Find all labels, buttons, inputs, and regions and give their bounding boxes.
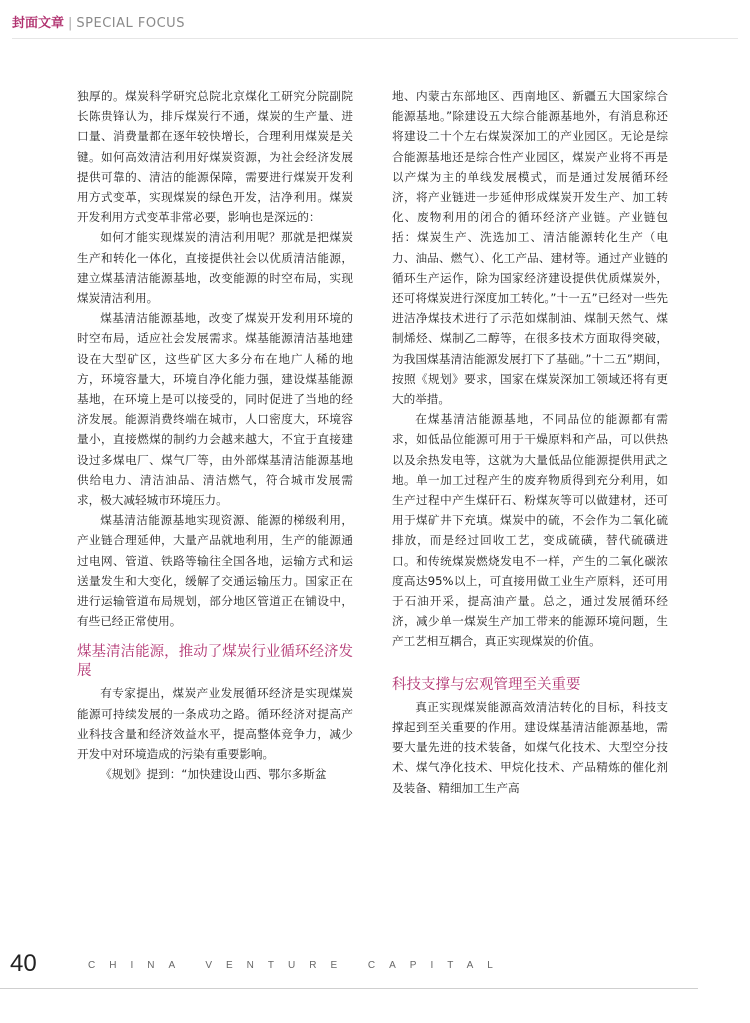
left-column <box>77 86 353 785</box>
header-rule <box>12 38 738 39</box>
paragraph: 有专家提出，煤炭产业发展循环经济是实现煤炭能源可持续发展的一条成功之路。循环经济对提高产业科技含量和经济效益水平，提高整体竞争力，减少开发中对环境造成的污染有重要影响。 <box>77 686 353 762</box>
right-column <box>392 86 668 798</box>
paragraph: 如何才能实现煤炭的清洁利用呢？那就是把煤炭生产和转化一体化，直接提供社会以优质清洁能源，建立煤基清洁能源基地，改变能源的时空布局，实现煤炭清洁利用。 <box>77 230 353 306</box>
magazine-tagline: CHINA VENTURE CAPITAL <box>88 960 507 971</box>
section-title-cn: 封面文章 <box>12 16 65 31</box>
section-title-en: SPECIAL FOCUS <box>76 16 185 31</box>
paragraph: 独厚的。煤炭科学研究总院北京煤化工研究分院副院长陈贵锋认为，排斥煤炭行不通，煤炭的生产量、进口量、消费量都在逐年较快增长，合理利用煤炭是关键。如何高效清洁利用好煤炭资源，为社会经济发展提供可靠的、清洁的能源保障，需要进行煤炭开发利用方式变革，实现煤炭的绿色开发，洁净利用。煤炭开发利用方式变革非常必要，影响也是深远的： <box>77 89 353 225</box>
paragraph: 煤基清洁能源基地，改变了煤炭开发利用环境的时空布局，适应社会发展需求。煤基能源清洁基地建设在大型矿区，这些矿区大多分布在地广人稀的地方，环境容量大，环境自净化能力强，建设煤基能源基地，在环境上是可以接受的，同时促进了当地的经济发展。能源消费终端在城市，人口密度大，环境容量小，直接燃煤的制约力会越来越大，不宜于直接建设过多煤电厂、煤气厂等，由外部煤基清洁能源基地供给电力、清洁油品、清洁燃气，符合城市发展需求，极大减轻城市环境压力。 <box>77 311 353 508</box>
paragraph: 在煤基清洁能源基地，不同品位的能源都有需求，如低品位能源可用于干燥原料和产品，可以供热以及余热发电等，这就为大量低品位能源提供用武之地。单一加工过程产生的废弃物质得到充分利用，如生产过程中产生煤矸石、粉煤灰等可以做建材，还可用于煤矿井下充填。煤炭中的硫，不会作为二氧化硫排放，而是经过回收工艺，变成硫磺，替代硫磺进口。和传统煤炭燃烧发电不一样，产生的二氧化碳浓度高达95%以上，可直接用做工业生产原料，还可用于石油开采，提高油产量。总之，通过发展循环经济，减少单一煤炭生产加工带来的能源环境问题，生产工艺相互耦合，真正实现煤炭的价值。 <box>392 412 668 649</box>
running-header <box>12 12 185 32</box>
paragraph: 地、内蒙古东部地区、西南地区、新疆五大国家综合能源基地。”除建设五大综合能源基地外，有消息称还将建设二十个左右煤炭深加工的产业园区。无论是综合能源基地还是综合性产业园区，煤炭产业将不再是以产煤为主的单线发展模式，而是通过发展循环经济，将产业链进一步延伸形成煤炭开发生产、加工转化、废物利用的闭合的循环经济产业链。产业链包括：煤炭生产、洗选加工、清洁能源转化生产（电力、油品、燃气）、化工产品、建材等。通过产业链的循环生产运作，除为国家经济建设提供优质煤炭外，还可将煤炭进行深度加工转化。”十一五”已经对一些先进洁净煤技术进行了示范如煤制油、煤制天然气、煤制烯烃、煤制乙二醇等，在很多技术方面取得突破，为我国煤基清洁能源发展打下了基础。”十二五”期间，按照《规划》要求，国家在煤炭深加工领域还将有更大的举措。 <box>392 89 668 407</box>
page-footer <box>0 950 750 980</box>
paragraph: 真正实现煤炭能源高效清洁转化的目标，科技支撑起到至关重要的作用。建设煤基清洁能源基地，需要大量先进的技术装备，如煤气化技术、大型空分技术、煤气净化技术、甲烷化技术、产品精炼的催化剂及装备、精细加工生产高 <box>392 699 668 795</box>
paragraph: 《规划》提到：“加快建设山西、鄂尔多斯盆 <box>100 767 327 782</box>
section-heading: 科技支撑与宏观管理至关重要 <box>392 676 581 693</box>
header-separator: | <box>68 16 73 31</box>
section-heading: 煤基清洁能源，推动了煤炭行业循环经济发展 <box>77 644 353 680</box>
page-number: 40 <box>10 950 37 977</box>
footer-rule <box>0 988 698 989</box>
paragraph: 煤基清洁能源基地实现资源、能源的梯级利用，产业链合理延伸，大量产品就地利用，生产的能源通过电网、管道、铁路等输往全国各地，运输方式和运送量发生和大变化，缓解了交通运输压力。国家正在进行运输管道布局规划，部分地区管道正在铺设中，有些已经正常使用。 <box>77 513 353 629</box>
